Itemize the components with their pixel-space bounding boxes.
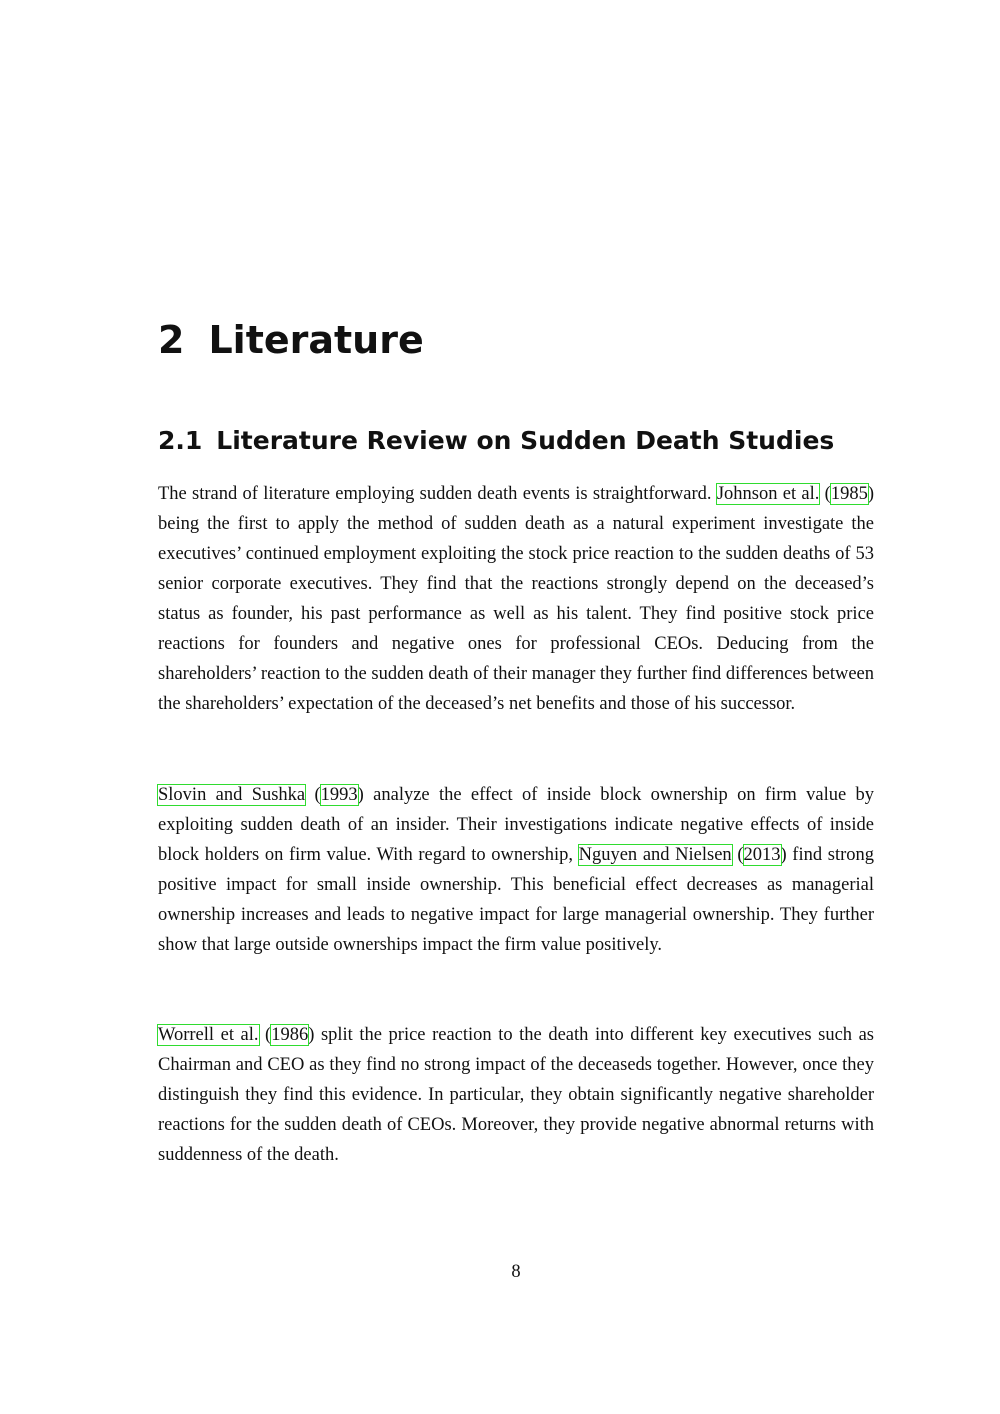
text-run: ( <box>819 484 831 504</box>
text-run: ) being the first to apply the method of sudden death as a natural experiment investigate the executives’ continued employment exploiting the stock price reaction to the sudden deaths of 53 senior corporate executives. They find that the reactions strongly depend on the deceased’s status as founder, his past performance as well as his talent. They find positive stock price reactions for founders and negative ones for professional CEOs. Deducing from the shareholders’ reaction to the sudden death of their manager they further find differences between the shareholders’ expectation of the deceased’s net benefits and those of his successor. <box>158 484 874 714</box>
section-title <box>158 421 834 461</box>
section-number: 2.1 <box>158 426 203 455</box>
chapter-number: 2 <box>158 318 185 362</box>
section-title-text: Literature Review on Sudden Death Studies <box>216 426 835 455</box>
paragraph-2 <box>158 780 874 960</box>
citation-year-link-1993[interactable]: 1993 <box>320 785 358 805</box>
citation-year-link-1985[interactable]: 1985 <box>830 484 868 504</box>
citation-link-johnson-et-al[interactable]: Johnson et al. <box>716 484 820 504</box>
chapter-title <box>158 312 424 368</box>
page-number: 8 <box>511 1262 521 1282</box>
text-run: ( <box>731 845 744 865</box>
chapter-title-text: Literature <box>208 318 424 362</box>
citation-year-link-1986[interactable]: 1986 <box>271 1025 309 1045</box>
text-run: ) split the price reaction to the death into different key executives such as Chairman and CEO as they find no strong impact of the deceaseds together. However, once they distinguish they find this evidence. In particular, they obtain significantly negative shareholder reactions for the sudden death of CEOs. Moreover, they provide negative abnormal returns with suddenness of the death. <box>158 1025 875 1165</box>
citation-link-nguyen-and-nielsen[interactable]: Nguyen and Nielsen <box>578 845 732 865</box>
text-run: ( <box>305 785 321 805</box>
text-run: ) find strong positive impact for small inside ownership. This beneficial effect decreases as managerial ownership increases and leads to negative impact for large managerial ownership. They further show that large outside ownerships impact the firm value positively. <box>158 845 874 955</box>
text-run: The strand of literature employing sudden death events is straightforward. <box>158 484 717 504</box>
text-run: ) analyze the effect of inside block ownership on firm value by exploiting sudden death of an insider. Their investigations indicate negative effects of inside block holders on firm value. With regard to ownership, <box>158 785 874 865</box>
paragraph-1 <box>158 479 874 719</box>
text-run: ( <box>258 1025 272 1045</box>
citation-link-slovin-and-sushka[interactable]: Slovin and Sushka <box>158 785 306 805</box>
paragraph-3 <box>158 1020 874 1170</box>
citation-link-worrell-et-al[interactable]: Worrell et al. <box>158 1025 259 1045</box>
citation-year-link-2013[interactable]: 2013 <box>743 845 781 865</box>
